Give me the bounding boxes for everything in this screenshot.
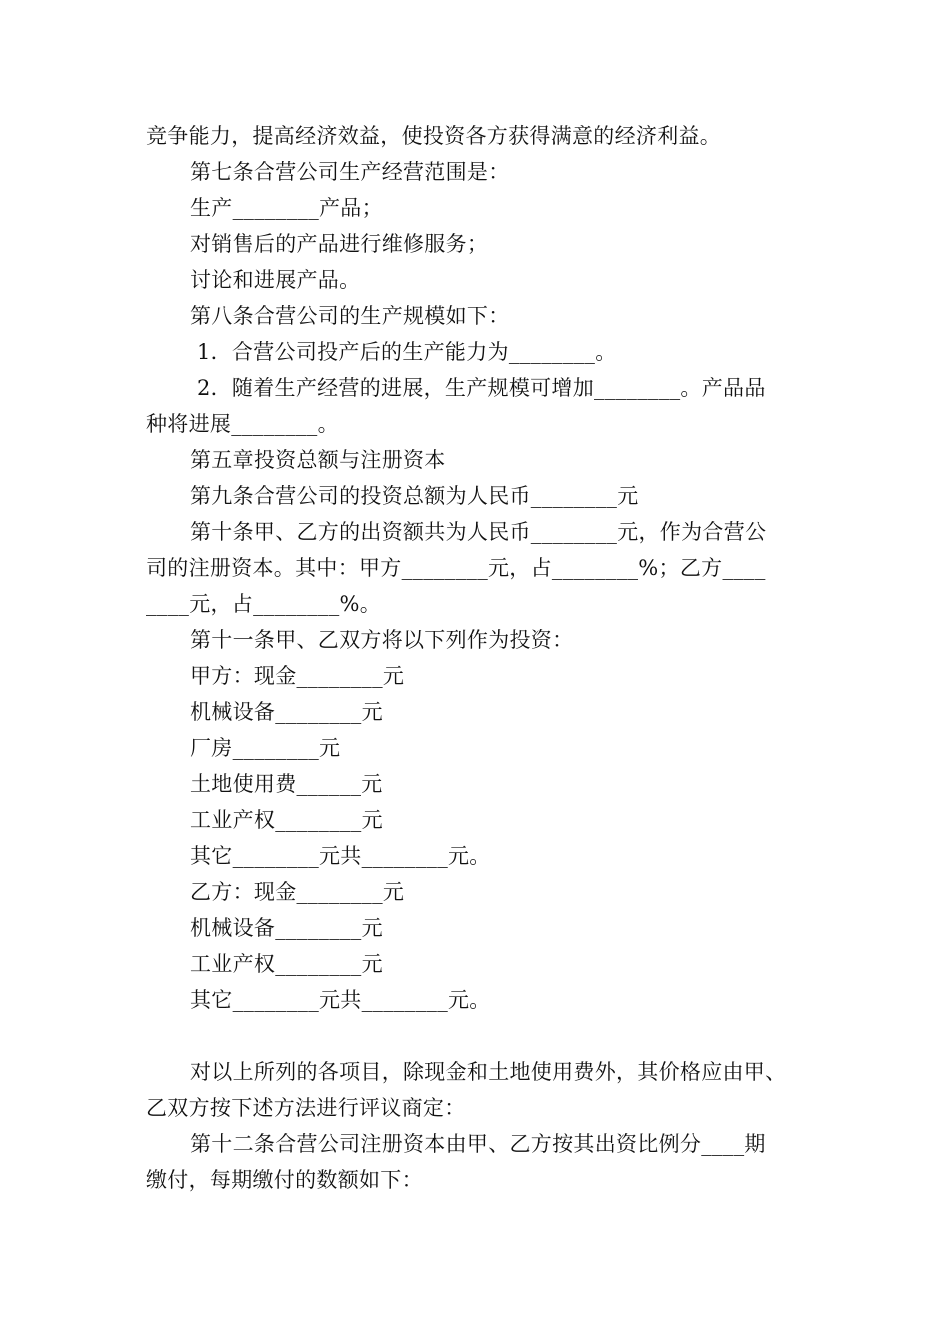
text-line: 缴付，每期缴付的数额如下： (146, 1168, 423, 1192)
text-line: 机械设备________元 (190, 916, 383, 940)
text-line: 其它________元共________元。 (190, 844, 491, 868)
text-line: 土地使用费______元 (190, 772, 383, 796)
text-line: 甲方：现金________元 (190, 664, 405, 688)
text-line: 厂房________元 (190, 736, 341, 760)
document-body (146, 118, 810, 1198)
text-line: 第五章投资总额与注册资本 (190, 448, 446, 472)
text-line: 机械设备________元 (190, 700, 383, 724)
text-line: 司的注册资本。其中：甲方________元，占________%；乙方____ (146, 556, 766, 580)
text-line: 第十二条合营公司注册资本由甲、乙方按其出资比例分____期 (190, 1132, 766, 1156)
text-line: 竞争能力，提高经济效益，使投资各方获得满意的经济利益。 (146, 124, 722, 148)
text-line: 1．合营公司投产后的生产能力为________。 (190, 340, 617, 364)
text-line: 其它________元共________元。 (190, 988, 491, 1012)
text-line: 对销售后的产品进行维修服务； (190, 232, 489, 256)
text-line: 对以上所列的各项目，除现金和土地使用费外，其价格应由甲、 (190, 1060, 787, 1084)
text-line: 乙双方按下述方法进行评议商定： (146, 1096, 466, 1120)
text-line: 种将进展________。 (146, 412, 339, 436)
text-line: 讨论和进展产品。 (190, 268, 361, 292)
text-line: ____元，占________%。 (146, 592, 382, 616)
blank-line (146, 1018, 810, 1054)
text-line: 第七条合营公司生产经营范围是： (190, 160, 510, 184)
text-line: 乙方：现金________元 (190, 880, 405, 904)
text-line: 第九条合营公司的投资总额为人民币________元 (190, 484, 639, 508)
text-line: 第十条甲、乙方的出资额共为人民币________元，作为合营公 (190, 520, 767, 544)
text-line: 第八条合营公司的生产规模如下： (190, 304, 510, 328)
text-line: 2．随着生产经营的进展，生产规模可增加________。产品品 (190, 376, 766, 400)
text-line: 第十一条甲、乙双方将以下列作为投资： (190, 628, 574, 652)
text-line: 工业产权________元 (190, 808, 383, 832)
text-line: 生产________产品； (190, 196, 383, 220)
text-line: 工业产权________元 (190, 952, 383, 976)
